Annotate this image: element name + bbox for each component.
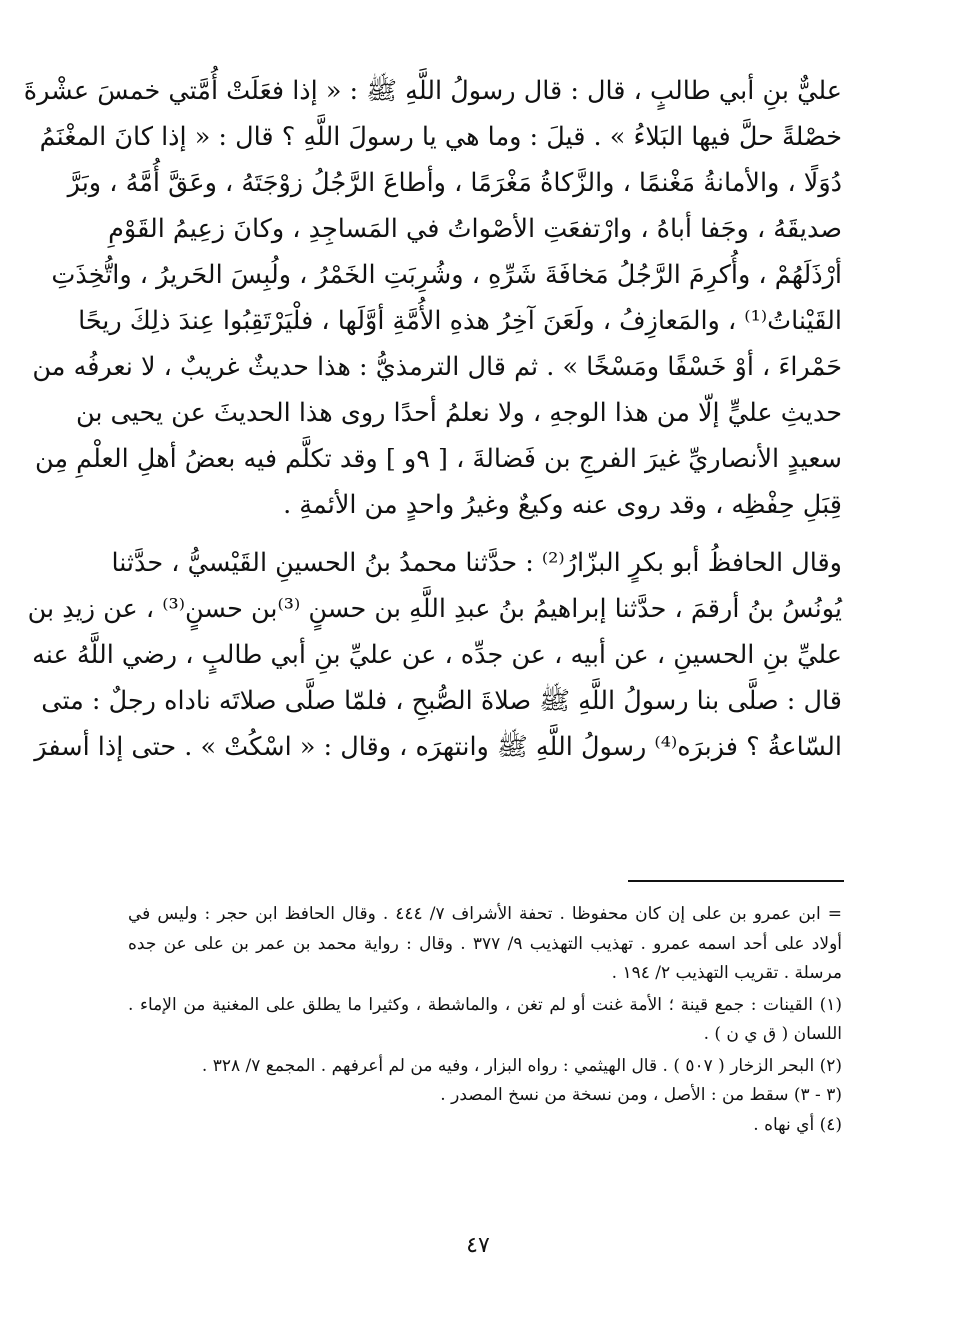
text-line: سعيدٍ الأنصاريِّ غيرَ الفرجِ بن فَضالةَ ، [ ٩و ] وقد تكلَّم فيه بعضُ أهلِ العلْمِ مِن — [34, 444, 842, 474]
footnote-3: (٣ - ٣) سقط من : الأصل ، ومن نسخة من نسخ المصدر . — [440, 1085, 842, 1105]
text-line: عليِّ بنِ الحسينِ ، عن أبيه ، عن جدِّه ، عن عليِّ بنِ أبي طالبٍ ، رضي اللَّهُ عنه — [32, 640, 842, 670]
footnote-separator — [628, 880, 844, 882]
text-line: السّاعةُ ؟ فزبرَه⁽⁴⁾ رسولُ اللَّهِ ﷺ وانتهرَه ، وقال : « اسْكُتْ » . حتى إذا أسفرَ — [34, 732, 842, 762]
text-line: وقال الحافظُ أبو بكرٍ البزّارُ⁽²⁾ : حدَّثنا محمدُ بنُ الحسينِ القَيْسيُّ ، حدَّثنا — [111, 548, 842, 578]
text-line: خصْلةً حلَّ فيها البَلاءُ » . قيلَ : وما هي يا رسولَ اللَّهِ ؟ قال : « إذا كانَ المغْنَمُ — [39, 122, 842, 152]
footnote-1-line: اللسان ( ق ي ن ) . — [703, 1024, 842, 1044]
text-line: قال : صلَّى بنا رسولُ اللَّهِ ﷺ صلاةَ الصُّبحِ ، فلمّا صلَّى صلاتَه ناداه رجلٌ : متى — [41, 686, 842, 716]
text-line: عليٌّ بنِ أبي طالبٍ ، قال : قال رسولُ اللَّهِ ﷺ : « إذا فعَلَتْ أُمَّتي خمسَ عشْرةَ — [23, 76, 842, 106]
footnote-4: (٤) أي نهاه . — [753, 1114, 842, 1135]
paragraph-hadith-tirmidhi — [23, 68, 842, 528]
page-number: ٤٧ — [466, 1233, 490, 1258]
main-text — [23, 68, 842, 770]
text-line: أرْذَلَهُمْ ، وأُكرِمَ الرَّجُلُ مَخافَةَ شَرِّهِ ، وشُرِبَتِ الخَمْرُ ، ولُبِسَ الحَريرُ ، واتُّخِذَتِ — [51, 260, 842, 290]
text-line: قِبَلِ حِفْظِه ، وقد روى عنه وكيعٌ وغيرُ واحدٍ من الأئمةِ . — [283, 490, 842, 520]
text-line: يُونُسُ بنُ أرقمَ ، حدَّثنا إبراهيمُ بنُ عبدِ اللَّهِ بن حسنٍ ⁽³⁾بن حسنٍ⁽³⁾ ، عن زيدِ بن — [27, 594, 842, 624]
text-line: دُوَلًا ، والأمانةُ مَغْنمًا ، والزَّكاةُ مَغْرَمًا ، وأطاعَ الرَّجُلُ زوْجَتَهُ ، وعَقَّ أُمَّهُ ، وبَرَّ — [67, 168, 842, 198]
paragraph-hadith-bazzar — [27, 540, 842, 770]
footnote-continued-line: أولاد على أحد اسمه عمرو . تهذيب التهذيب ٩/ ٣٧٧ . وقال : رواية محمد بن عمر بن على عن جده — [128, 933, 842, 954]
text-line: حَمْراءَ ، أوْ خَسْفًا ومَسْخًا » . ثم قال الترمذيُّ : هذا حديثٌ غريبٌ ، لا نعرفُه من — [32, 352, 842, 382]
text-line: صديقَهُ ، وجَفا أباهُ ، وارْتفعَتِ الأصْواتُ في المَساجِدِ ، وكانَ زعِيمُ القَوْمِ — [108, 214, 842, 244]
footnotes — [128, 900, 842, 1140]
text-line: القَيْناتُ⁽¹⁾ ، والمَعازِفُ ، ولَعَنَ آخِرُ هذهِ الأُمَّةِ أوَّلَها ، فلْيَرْتَقِبُوا عِندَ ذلِكَ ريحًا — [78, 306, 842, 336]
footnote-2: (٢) البحر الزخار ( ٥٠٧ ) . قال الهيثمي : رواه البزار ، وفيه من لم أعرفهم . المجمع ٧/ ٣٢٨ . — [201, 1055, 842, 1076]
footnote-continued-line: = ابن عمرو بن على إن كان محفوظا . تحفة الأشراف ٧/ ٤٤٤ . وقال الحافظ ابن حجر : وليس في — [128, 904, 843, 924]
footnote-1: (١) القينات : جمع قينة ؛ الأمة غنت أو لم تغن ، والماشطة ، وكثيرا ما يطلق على المغنية من الإماء . — [128, 994, 842, 1015]
text-line: حديثِ عليٍّ إلّا من هذا الوجهِ ، ولا نعلمُ أحدًا روى هذا الحديثَ عن يحيى بن — [75, 398, 842, 428]
footnote-continued-line: مرسلة . تقريب التهذيب ٢/ ١٩٤ . — [611, 963, 842, 983]
